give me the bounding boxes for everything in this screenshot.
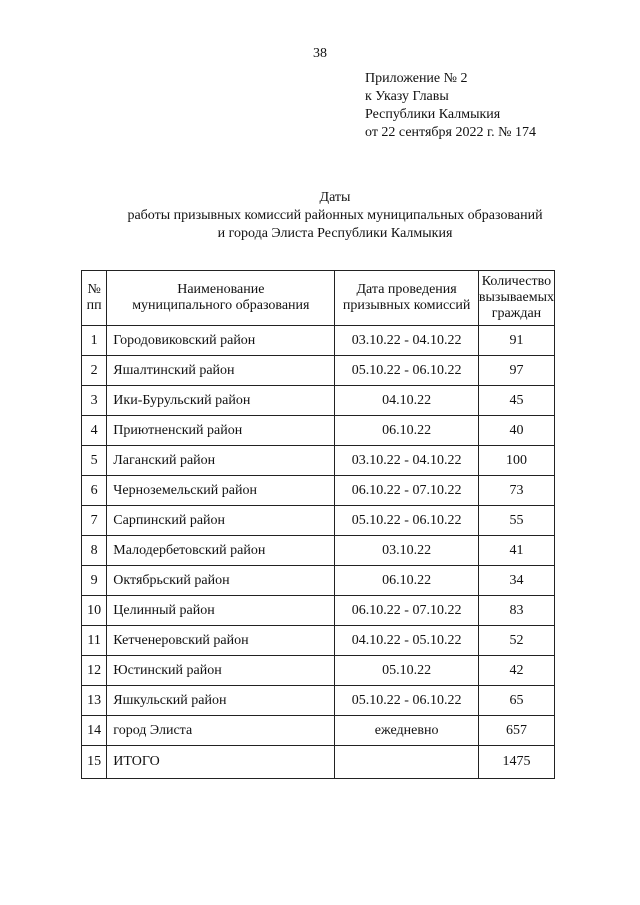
header-text: муниципального образования xyxy=(132,298,310,313)
table-row xyxy=(82,476,555,506)
appendix-line: Приложение № 2 xyxy=(365,71,468,86)
cell-count: 41 xyxy=(478,536,554,566)
title-line: Даты xyxy=(319,190,351,205)
appendix-header xyxy=(365,70,536,142)
cell-date: 04.10.22 xyxy=(335,386,479,416)
cell-date: 06.10.22 - 07.10.22 xyxy=(335,476,479,506)
cell-name: Октябрьский район xyxy=(107,566,335,596)
cell-num: 12 xyxy=(82,656,107,686)
cell-num: 9 xyxy=(82,566,107,596)
cell-date: 05.10.22 - 06.10.22 xyxy=(335,686,479,716)
cell-date: 03.10.22 - 04.10.22 xyxy=(335,326,479,356)
cell-count: 73 xyxy=(478,476,554,506)
cell-date: 06.10.22 xyxy=(335,566,479,596)
cell-count: 65 xyxy=(478,686,554,716)
title-line: работы призывных комиссий районных муниципальных образований xyxy=(127,208,543,223)
cell-num: 7 xyxy=(82,506,107,536)
cell-num: 5 xyxy=(82,446,107,476)
table-row xyxy=(82,506,555,536)
table-row xyxy=(82,386,555,416)
cell-name: город Элиста xyxy=(107,716,335,746)
table-row xyxy=(82,416,555,446)
cell-num: 11 xyxy=(82,626,107,656)
cell-date: 06.10.22 - 07.10.22 xyxy=(335,596,479,626)
header-text: № xyxy=(87,282,101,297)
cell-date: 04.10.22 - 05.10.22 xyxy=(335,626,479,656)
header-num xyxy=(82,271,107,326)
cell-count: 40 xyxy=(478,416,554,446)
cell-name: Приютненский район xyxy=(107,416,335,446)
header-text: Дата проведения xyxy=(356,282,457,297)
cell-name: Яшалтинский район xyxy=(107,356,335,386)
cell-num: 8 xyxy=(82,536,107,566)
cell-date: 03.10.22 xyxy=(335,536,479,566)
cell-name: Целинный район xyxy=(107,596,335,626)
header-count xyxy=(478,271,554,326)
cell-name: Ики-Бурульский район xyxy=(107,386,335,416)
table-row xyxy=(82,536,555,566)
header-text: призывных комиссий xyxy=(342,298,471,313)
header-text: пп xyxy=(86,298,102,313)
cell-date: ежедневно xyxy=(335,716,479,746)
header-text: Наименование xyxy=(177,282,265,297)
cell-name: Малодербетовский район xyxy=(107,536,335,566)
cell-name: ИТОГО xyxy=(107,746,335,779)
appendix-line: Республики Калмыкия xyxy=(365,107,501,122)
appendix-line: к Указу Главы xyxy=(365,89,449,104)
cell-name: Лаганский район xyxy=(107,446,335,476)
cell-date: 05.10.22 - 06.10.22 xyxy=(335,356,479,386)
title-line: и города Элиста Республики Калмыкия xyxy=(217,226,453,241)
cell-num: 14 xyxy=(82,716,107,746)
table-row xyxy=(82,326,555,356)
cell-num: 13 xyxy=(82,686,107,716)
table-row xyxy=(82,446,555,476)
cell-num: 15 xyxy=(82,746,107,779)
cell-name: Сарпинский район xyxy=(107,506,335,536)
table-row xyxy=(82,356,555,386)
cell-date: 05.10.22 - 06.10.22 xyxy=(335,506,479,536)
cell-num: 1 xyxy=(82,326,107,356)
header-text: Количество xyxy=(481,274,552,289)
cell-name: Кетченеровский район xyxy=(107,626,335,656)
cell-name: Черноземельский район xyxy=(107,476,335,506)
table-row xyxy=(82,626,555,656)
cell-count: 1475 xyxy=(478,746,554,779)
cell-num: 6 xyxy=(82,476,107,506)
cell-count: 45 xyxy=(478,386,554,416)
cell-name: Яшкульский район xyxy=(107,686,335,716)
cell-count: 657 xyxy=(478,716,554,746)
table-row xyxy=(82,686,555,716)
table-row xyxy=(82,716,555,746)
cell-date: 05.10.22 xyxy=(335,656,479,686)
cell-count: 42 xyxy=(478,656,554,686)
cell-date: 03.10.22 - 04.10.22 xyxy=(335,446,479,476)
appendix-line: от 22 сентября 2022 г. № 174 xyxy=(365,125,536,140)
header-text: вызываемых xyxy=(478,290,554,305)
cell-name: Юстинский район xyxy=(107,656,335,686)
table-row xyxy=(82,656,555,686)
table-row xyxy=(82,566,555,596)
header-text: граждан xyxy=(491,306,542,321)
schedule-table xyxy=(81,270,555,779)
cell-date: 06.10.22 xyxy=(335,416,479,446)
cell-date xyxy=(335,746,479,779)
table-header-row xyxy=(82,271,555,326)
cell-num: 2 xyxy=(82,356,107,386)
table-row-total xyxy=(82,746,555,779)
header-date xyxy=(335,271,479,326)
cell-count: 91 xyxy=(478,326,554,356)
cell-count: 55 xyxy=(478,506,554,536)
cell-count: 97 xyxy=(478,356,554,386)
cell-count: 83 xyxy=(478,596,554,626)
cell-num: 3 xyxy=(82,386,107,416)
page-number: 38 xyxy=(313,46,327,61)
cell-count: 100 xyxy=(478,446,554,476)
cell-count: 34 xyxy=(478,566,554,596)
header-name xyxy=(107,271,335,326)
cell-num: 4 xyxy=(82,416,107,446)
document-title xyxy=(0,189,640,243)
table-row xyxy=(82,596,555,626)
cell-name: Городовиковский район xyxy=(107,326,335,356)
cell-num: 10 xyxy=(82,596,107,626)
cell-count: 52 xyxy=(478,626,554,656)
